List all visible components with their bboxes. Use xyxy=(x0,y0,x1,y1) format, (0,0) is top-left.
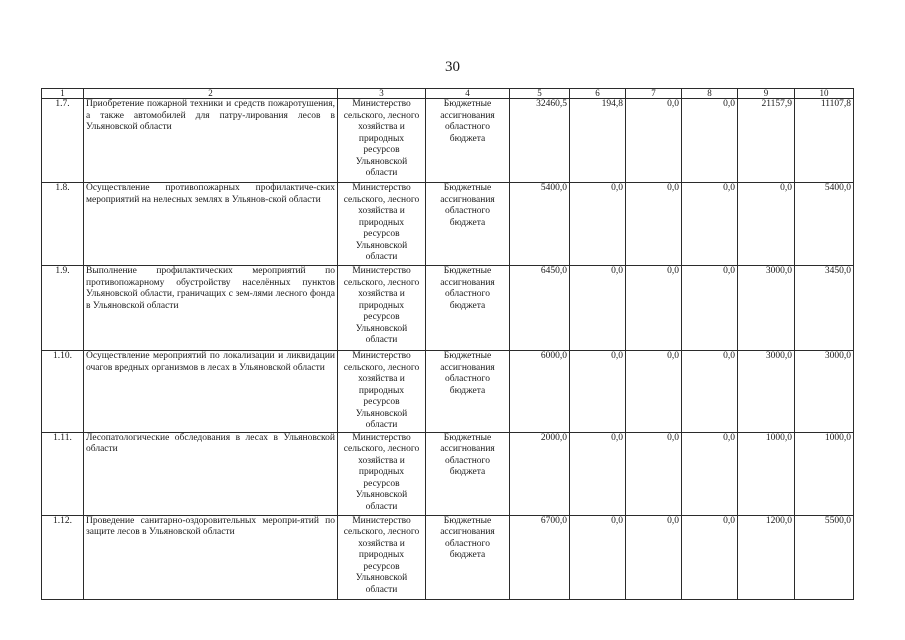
measure-number: 1.12. xyxy=(42,515,84,599)
column-number: 3 xyxy=(338,89,426,99)
amount-cell: 0,0 xyxy=(682,351,738,433)
executor: Министерство сельского, лесного хозяйства и природных ресурсов Ульяновской области xyxy=(338,351,426,433)
measure-number: 1.10. xyxy=(42,351,84,433)
page-number: 30 xyxy=(445,59,460,75)
funding-source: Бюджетные ассигнования областного бюджета xyxy=(426,351,510,433)
column-number: 9 xyxy=(738,89,795,99)
funding-source: Бюджетные ассигнования областного бюджета xyxy=(426,266,510,351)
amount-cell: 0,0 xyxy=(570,351,626,433)
executor: Министерство сельского, лесного хозяйства и природных ресурсов Ульяновской области xyxy=(338,266,426,351)
column-number: 5 xyxy=(510,89,570,99)
amount-cell: 6700,0 xyxy=(510,515,570,599)
measures-table xyxy=(41,88,854,600)
amount-cell: 0,0 xyxy=(626,351,682,433)
amount-cell: 6450,0 xyxy=(510,266,570,351)
column-number: 4 xyxy=(426,89,510,99)
amount-cell: 0,0 xyxy=(682,183,738,266)
amount-cell: 0,0 xyxy=(570,266,626,351)
measure-name: Осуществление мероприятий по локализации и ликвидации очагов вредных организмов в лесах в Ульяновской области xyxy=(84,351,338,433)
amount-cell: 3000,0 xyxy=(738,351,795,433)
amount-cell: 0,0 xyxy=(570,183,626,266)
measure-name: Выполнение профилактических мероприятий по противопожарному обустройству населённых пунктов Ульяновской области, граничащих с зем-лями лесного фонда в Ульяновской области xyxy=(84,266,338,351)
amount-cell: 0,0 xyxy=(626,99,682,183)
measure-name: Приобретение пожарной техники и средств пожаротушения, а также автомобилей для патру-лирования лесов в Ульяновской области xyxy=(84,99,338,183)
table-row xyxy=(42,266,854,351)
column-number: 8 xyxy=(682,89,738,99)
measure-number: 1.9. xyxy=(42,266,84,351)
amount-cell: 21157,9 xyxy=(738,99,795,183)
amount-cell: 3000,0 xyxy=(795,351,854,433)
amount-cell: 6000,0 xyxy=(510,351,570,433)
measure-name: Проведение санитарно-оздоровительных меропри-ятий по защите лесов в Ульяновской области xyxy=(84,515,338,599)
executor: Министерство сельского, лесного хозяйства и природных ресурсов Ульяновской области xyxy=(338,183,426,266)
table-row xyxy=(42,351,854,433)
amount-cell: 32460,5 xyxy=(510,99,570,183)
amount-cell: 0,0 xyxy=(682,432,738,515)
measure-name: Лесопатологические обследования в лесах в Ульяновской области xyxy=(84,432,338,515)
amount-cell: 0,0 xyxy=(570,515,626,599)
amount-cell: 1200,0 xyxy=(738,515,795,599)
column-number: 10 xyxy=(795,89,854,99)
column-number: 6 xyxy=(570,89,626,99)
amount-cell: 11107,8 xyxy=(795,99,854,183)
column-number: 1 xyxy=(42,89,84,99)
executor: Министерство сельского, лесного хозяйства и природных ресурсов Ульяновской области xyxy=(338,99,426,183)
funding-source: Бюджетные ассигнования областного бюджета xyxy=(426,515,510,599)
amount-cell: 5500,0 xyxy=(795,515,854,599)
executor: Министерство сельского, лесного хозяйства и природных ресурсов Ульяновской области xyxy=(338,432,426,515)
amount-cell: 0,0 xyxy=(626,266,682,351)
amount-cell: 0,0 xyxy=(682,266,738,351)
amount-cell: 194,8 xyxy=(570,99,626,183)
amount-cell: 0,0 xyxy=(682,99,738,183)
funding-source: Бюджетные ассигнования областного бюджета xyxy=(426,183,510,266)
amount-cell: 5400,0 xyxy=(795,183,854,266)
table-row xyxy=(42,432,854,515)
amount-cell: 0,0 xyxy=(682,515,738,599)
amount-cell: 5400,0 xyxy=(510,183,570,266)
funding-source: Бюджетные ассигнования областного бюджета xyxy=(426,99,510,183)
amount-cell: 0,0 xyxy=(738,183,795,266)
amount-cell: 0,0 xyxy=(626,183,682,266)
amount-cell: 0,0 xyxy=(570,432,626,515)
column-number: 7 xyxy=(626,89,682,99)
amount-cell: 3000,0 xyxy=(738,266,795,351)
measure-number: 1.11. xyxy=(42,432,84,515)
amount-cell: 1000,0 xyxy=(738,432,795,515)
amount-cell: 2000,0 xyxy=(510,432,570,515)
measure-name: Осуществление противопожарных профилактиче-ских мероприятий на нелесных землях в Ульянов-ской области xyxy=(84,183,338,266)
amount-cell: 1000,0 xyxy=(795,432,854,515)
table-row xyxy=(42,183,854,266)
measure-number: 1.8. xyxy=(42,183,84,266)
funding-source: Бюджетные ассигнования областного бюджета xyxy=(426,432,510,515)
amount-cell: 3450,0 xyxy=(795,266,854,351)
column-number-row xyxy=(42,89,854,99)
amount-cell: 0,0 xyxy=(626,515,682,599)
executor: Министерство сельского, лесного хозяйства и природных ресурсов Ульяновской области xyxy=(338,515,426,599)
table-row xyxy=(42,515,854,599)
column-number: 2 xyxy=(84,89,338,99)
amount-cell: 0,0 xyxy=(626,432,682,515)
measure-number: 1.7. xyxy=(42,99,84,183)
table-row xyxy=(42,99,854,183)
